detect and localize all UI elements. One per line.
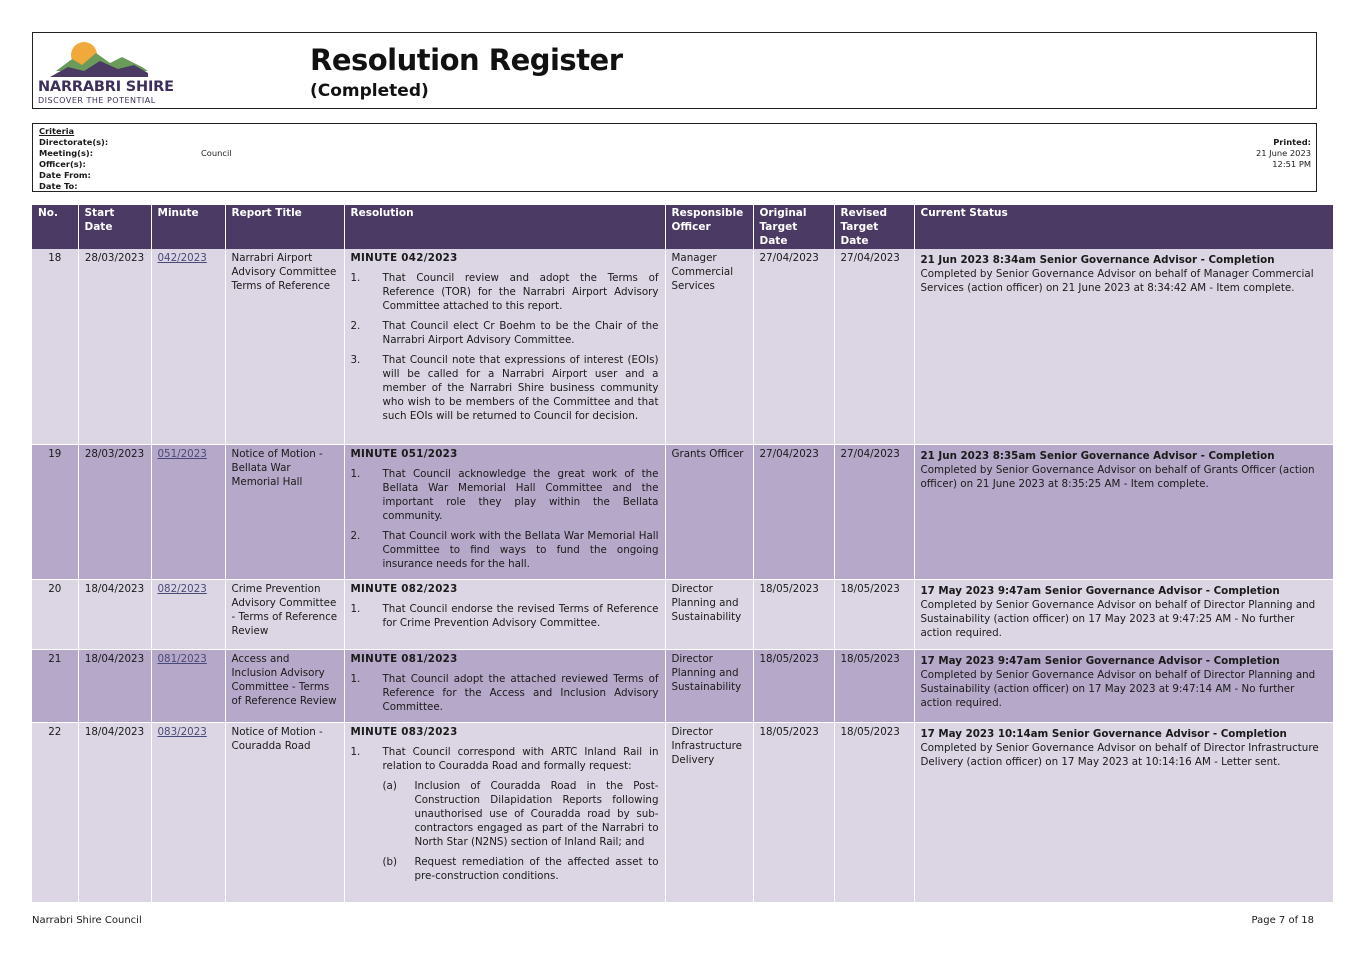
status-body: Completed by Senior Governance Advisor on behalf of Director Infrastructure Delivery (action officer) on 17 May 2023 at 10:14:16 AM - Letter sent. bbox=[920, 741, 1319, 768]
status-heading: 21 Jun 2023 8:34am Senior Governance Advisor - Completion bbox=[920, 254, 1275, 266]
resolution-item bbox=[351, 529, 659, 571]
col-header-responsible-officer: Responsible Officer bbox=[665, 205, 753, 249]
cell-status bbox=[914, 722, 1333, 902]
cell-original-target: 27/04/2023 bbox=[753, 444, 834, 579]
subitem-text: Inclusion of Couradda Road in the Post-Construction Dilapidation Reports following unauthorised use of Couradda road by sub-contractors engaged as part of the Narrabri to North Star (N2NS) section of Inland Rail; and bbox=[414, 779, 659, 848]
resolution-heading: MINUTE 083/2023 bbox=[350, 725, 458, 738]
resolution-item bbox=[351, 602, 659, 630]
printed-label: Printed: bbox=[1273, 137, 1311, 147]
item-number: 3. bbox=[350, 354, 361, 366]
resolution-item bbox=[351, 353, 659, 423]
cell-original-target: 18/05/2023 bbox=[753, 649, 834, 722]
cell-report-title: Notice of Motion - Couradda Road bbox=[225, 722, 344, 902]
cell-start-date: 18/04/2023 bbox=[78, 579, 151, 649]
item-text: That Council elect Cr Boehm to be the Chair of the Narrabri Airport Advisory Committee. bbox=[382, 320, 659, 346]
cell-report-title: Narrabri Airport Advisory Committee Terms of Reference bbox=[225, 249, 344, 444]
resolution-item bbox=[351, 672, 659, 714]
item-number: 1. bbox=[350, 272, 361, 284]
item-number: 2. bbox=[350, 320, 361, 332]
criteria-heading: Criteria bbox=[39, 126, 75, 136]
status-heading: 17 May 2023 9:47am Senior Governance Advisor - Completion bbox=[920, 654, 1280, 667]
cell-minute-link[interactable]: 081/2023 bbox=[151, 649, 225, 722]
table-row bbox=[32, 444, 1333, 579]
cell-original-target: 18/05/2023 bbox=[753, 722, 834, 902]
cell-officer: Grants Officer bbox=[665, 444, 753, 579]
item-number: 1. bbox=[350, 672, 361, 685]
cell-start-date: 28/03/2023 bbox=[78, 444, 151, 579]
criteria-meetings-label: Meeting(s): bbox=[39, 148, 94, 158]
cell-revised-target: 18/05/2023 bbox=[834, 649, 914, 722]
footer-page-number: Page 7 of 18 bbox=[1251, 915, 1314, 926]
cell-revised-target: 27/04/2023 bbox=[834, 249, 914, 444]
criteria-date-from-label: Date From: bbox=[39, 170, 91, 180]
printed-time: 12:51 PM bbox=[1272, 159, 1311, 169]
criteria-panel bbox=[32, 123, 1317, 192]
item-text: That Council correspond with ARTC Inland Rail in relation to Couradda Road and formally request: bbox=[382, 745, 659, 772]
cell-no: 22 bbox=[32, 722, 78, 902]
col-header-no: No. bbox=[32, 205, 78, 249]
resolution-heading: MINUTE 051/2023 bbox=[350, 447, 458, 460]
criteria-meetings-value: Council bbox=[201, 148, 232, 158]
table-row bbox=[32, 249, 1333, 444]
cell-start-date: 18/04/2023 bbox=[78, 722, 151, 902]
cell-no: 20 bbox=[32, 579, 78, 649]
page-subtitle: (Completed) bbox=[310, 81, 429, 101]
cell-resolution bbox=[344, 649, 665, 722]
item-number: 1. bbox=[350, 467, 361, 480]
cell-report-title: Access and Inclusion Advisory Committee - Terms of Reference Review bbox=[225, 649, 344, 722]
resolution-item bbox=[351, 467, 659, 523]
cell-minute-link[interactable]: 042/2023 bbox=[151, 249, 225, 444]
table-row bbox=[32, 579, 1333, 649]
cell-no: 18 bbox=[32, 249, 78, 444]
col-header-start-date: Start Date bbox=[78, 205, 151, 249]
cell-report-title: Notice of Motion - Bellata War Memorial Hall bbox=[225, 444, 344, 579]
cell-original-target: 27/04/2023 bbox=[753, 249, 834, 444]
cell-officer: Director Infrastructure Delivery bbox=[665, 722, 753, 902]
cell-status bbox=[914, 649, 1333, 722]
item-text: That Council note that expressions of interest (EOIs) will be called for a Narrabri Airport user and a member of the Narrabri Shire business community who wish to be members of the Committee and that such EOIs will be returned to Council for decision. bbox=[382, 354, 659, 422]
printed-info bbox=[1256, 137, 1311, 170]
item-number: 1. bbox=[350, 745, 361, 758]
report-header bbox=[32, 32, 1317, 109]
org-name: NARRABRI SHIRE bbox=[38, 79, 174, 95]
cell-resolution bbox=[344, 579, 665, 649]
col-header-report-title: Report Title bbox=[225, 205, 344, 249]
cell-no: 21 bbox=[32, 649, 78, 722]
resolution-heading: MINUTE 042/2023 bbox=[350, 252, 458, 264]
item-number: 1. bbox=[350, 602, 361, 615]
cell-revised-target: 18/05/2023 bbox=[834, 579, 914, 649]
col-header-resolution: Resolution bbox=[344, 205, 665, 249]
item-number: 2. bbox=[350, 529, 361, 542]
criteria-officers-label: Officer(s): bbox=[39, 159, 86, 169]
resolution-table bbox=[32, 205, 1334, 903]
resolution-subitem bbox=[383, 779, 659, 849]
cell-original-target: 18/05/2023 bbox=[753, 579, 834, 649]
status-body: Completed by Senior Governance Advisor on behalf of Director Planning and Sustainability (action officer) on 17 May 2023 at 9:47:25 AM - No further action required. bbox=[920, 598, 1316, 639]
cell-start-date: 18/04/2023 bbox=[78, 649, 151, 722]
cell-minute-link[interactable]: 051/2023 bbox=[151, 444, 225, 579]
printed-date: 21 June 2023 bbox=[1255, 148, 1311, 158]
resolution-item bbox=[351, 745, 659, 773]
subitem-text: Request remediation of the affected asset to pre-construction conditions. bbox=[414, 855, 659, 882]
cell-start-date: 28/03/2023 bbox=[78, 249, 151, 444]
status-body: Completed by Senior Governance Advisor on behalf of Director Planning and Sustainability (action officer) on 17 May 2023 at 9:47:14 AM - No further action required. bbox=[920, 668, 1316, 709]
status-body: Completed by Senior Governance Advisor on behalf of Grants Officer (action officer) on 21 June 2023 at 8:35:25 AM - Item complete. bbox=[920, 463, 1315, 490]
col-header-current-status: Current Status bbox=[914, 205, 1333, 249]
cell-resolution bbox=[344, 444, 665, 579]
item-text: That Council endorse the revised Terms of Reference for Crime Prevention Advisory Committee. bbox=[382, 602, 659, 629]
cell-resolution bbox=[344, 249, 665, 444]
item-text: That Council acknowledge the great work of the Bellata War Memorial Hall Committee and the important role they play within the Bellata community. bbox=[382, 467, 659, 522]
cell-status bbox=[914, 579, 1333, 649]
resolution-item bbox=[351, 319, 659, 347]
cell-officer: Director Planning and Sustainability bbox=[665, 579, 753, 649]
table-header-row bbox=[32, 205, 1333, 249]
table-row bbox=[32, 722, 1333, 902]
page-title: Resolution Register bbox=[310, 43, 623, 77]
footer-org: Narrabri Shire Council bbox=[32, 915, 142, 926]
criteria-directorates-label: Directorate(s): bbox=[39, 137, 109, 147]
cell-minute-link[interactable]: 083/2023 bbox=[151, 722, 225, 902]
subitem-label: (b) bbox=[382, 855, 398, 868]
col-header-minute: Minute bbox=[151, 205, 225, 249]
col-header-revised-target-date: Revised Target Date bbox=[834, 205, 914, 249]
subitem-label: (a) bbox=[382, 779, 397, 792]
cell-status bbox=[914, 444, 1333, 579]
cell-no: 19 bbox=[32, 444, 78, 579]
status-heading: 17 May 2023 9:47am Senior Governance Advisor - Completion bbox=[920, 584, 1280, 597]
cell-status bbox=[914, 249, 1333, 444]
status-heading: 21 Jun 2023 8:35am Senior Governance Advisor - Completion bbox=[920, 449, 1275, 462]
item-text: That Council adopt the attached reviewed Terms of Reference for the Access and Inclusion Advisory Committee. bbox=[382, 672, 659, 713]
resolution-heading: MINUTE 082/2023 bbox=[350, 582, 458, 595]
cell-officer: Manager Commercial Services bbox=[665, 249, 753, 444]
status-heading: 17 May 2023 10:14am Senior Governance Advisor - Completion bbox=[920, 727, 1287, 740]
criteria-date-to-label: Date To: bbox=[39, 181, 78, 191]
item-text: That Council work with the Bellata War Memorial Hall Committee to find ways to fund the ongoing insurance needs for the hall. bbox=[382, 529, 659, 570]
cell-revised-target: 27/04/2023 bbox=[834, 444, 914, 579]
resolution-item bbox=[351, 271, 659, 313]
resolution-subitem bbox=[383, 855, 659, 883]
col-header-original-target-date: Original Target Date bbox=[753, 205, 834, 249]
org-tagline: DISCOVER THE POTENTIAL bbox=[38, 96, 156, 105]
item-text: That Council review and adopt the Terms of Reference (TOR) for the Narrabri Airport Advisory Committee attached to this report. bbox=[382, 272, 659, 312]
cell-report-title: Crime Prevention Advisory Committee - Terms of Reference Review bbox=[225, 579, 344, 649]
status-body: Completed by Senior Governance Advisor on behalf of Manager Commercial Services (action officer) on 21 June 2023 at 8:34:42 AM - Item complete. bbox=[920, 268, 1314, 294]
cell-revised-target: 18/05/2023 bbox=[834, 722, 914, 902]
resolution-heading: MINUTE 081/2023 bbox=[350, 652, 458, 665]
cell-officer: Director Planning and Sustainability bbox=[665, 649, 753, 722]
cell-minute-link[interactable]: 082/2023 bbox=[151, 579, 225, 649]
table-row bbox=[32, 649, 1333, 722]
cell-resolution bbox=[344, 722, 665, 902]
